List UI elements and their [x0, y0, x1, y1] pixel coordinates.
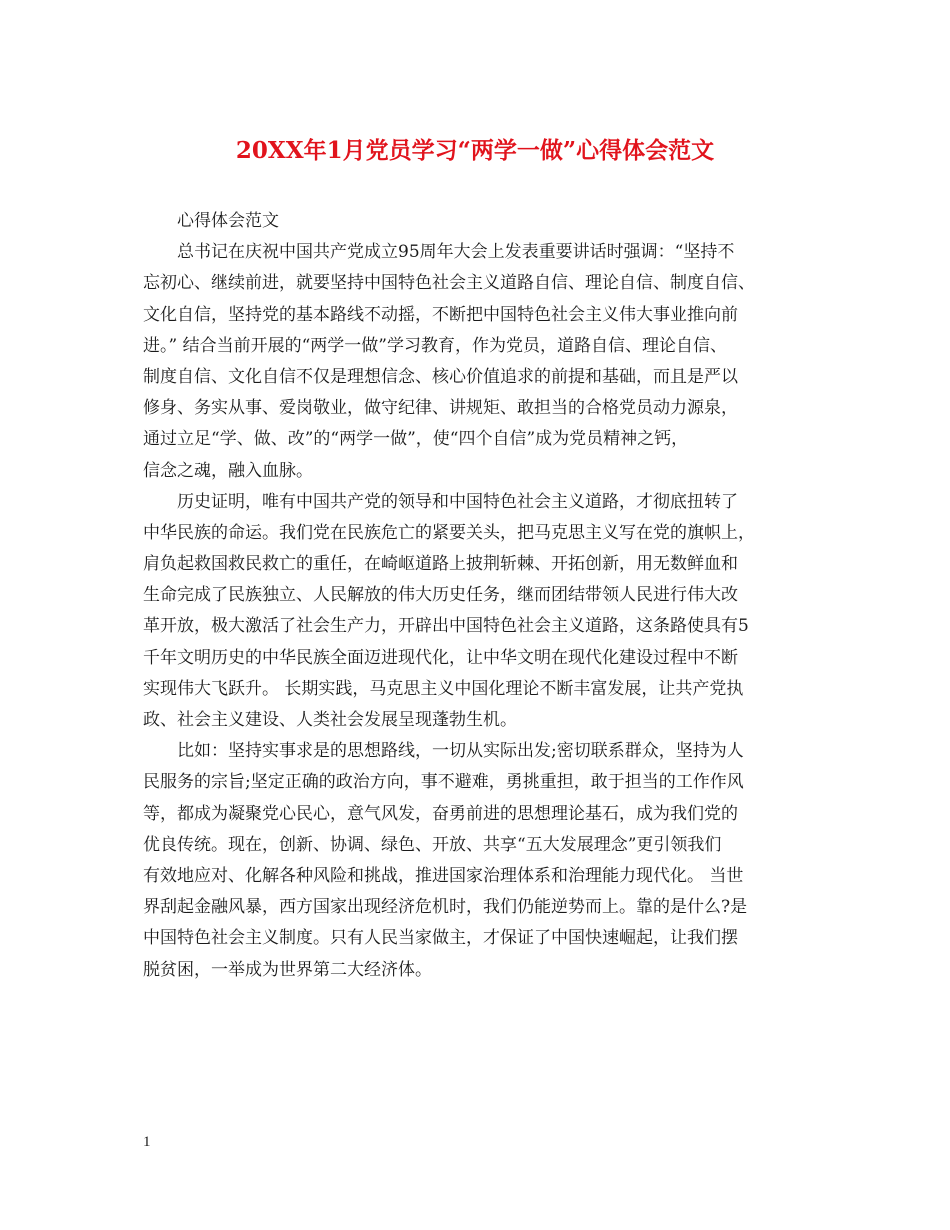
paragraph-line: 比如：坚持实事求是的思想路线，一切从实际出发;密切联系群众，坚持为人: [177, 741, 744, 762]
document-subtitle: 心得体会范文: [177, 211, 279, 231]
paragraph-line: 政、社会主义建设、人类社会发展呈现蓬勃生机。: [143, 710, 517, 730]
page-number: 1: [143, 1134, 151, 1150]
paragraph-line: 优良传统。现在，创新、协调、绿色、开放、共享“五大发展理念”更引领我们: [143, 834, 722, 855]
paragraph-line: 民服务的宗旨;坚定正确的政治方向，事不避难，勇挑重担，敢于担当的工作作风: [143, 772, 744, 793]
paragraph: [143, 487, 813, 737]
paragraph-line: 革开放，极大激活了社会生产力，开辟出中国特色社会主义道路，这条路使具有5: [143, 616, 749, 637]
paragraph-line: 实现伟大飞跃升。 长期实践，马克思主义中国化理论不断丰富发展，让共产党执: [143, 678, 744, 699]
paragraph-line: 通过立足“学、做、改”的“两学一做”，使“四个自信”成为党员精神之钙，: [143, 429, 689, 450]
paragraph-line: 忘初心、继续前进，就要坚持中国特色社会主义道路自信、理论自信、制度自信、: [143, 273, 755, 294]
paragraph-line: 修身、务实从事、爱岗敬业，做守纪律、讲规矩、敢担当的合格党员动力源泉，: [143, 398, 738, 419]
paragraph-line: 千年文明历史的中华民族全面迈进现代化，让中华文明在现代化建设过程中不断: [143, 647, 738, 668]
paragraph-line: 生命完成了民族独立、人民解放的伟大历史任务，继而团结带领人民进行伟大改: [143, 585, 738, 606]
paragraph-line: 界刮起金融风暴，西方国家出现经济危机时，我们仍能逆势而上。靠的是什么?是: [143, 897, 748, 918]
paragraph-line: 肩负起救国救民救亡的重任，在崎岖道路上披荆斩棘、开拓创新，用无数鲜血和: [143, 554, 738, 575]
paragraph-line: 中华民族的命运。我们党在民族危亡的紧要关头，把马克思主义写在党的旗帜上，: [143, 522, 755, 543]
document-body: [143, 206, 813, 986]
paragraph-line: 文化自信，坚持党的基本路线不动摇，不断把中国特色社会主义伟大事业推向前: [143, 304, 738, 325]
paragraph-line: 有效地应对、化解各种风险和挑战，推进国家治理体系和治理能力现代化。 当世: [143, 865, 744, 886]
paragraph-line: 历史证明，唯有中国共产党的领导和中国特色社会主义道路，才彻底扭转了: [177, 491, 738, 512]
paragraph-line: 制度自信、文化自信不仅是理想信念、核心价值追求的前提和基础，而且是严以: [143, 366, 738, 387]
paragraph: [143, 237, 813, 487]
paragraph-line: 等，都成为凝聚党心民心，意气风发，奋勇前进的思想理论基石，成为我们党的: [143, 803, 738, 824]
paragraph-line: 进。” 结合当前开展的“两学一做”学习教育，作为党员，道路自信、理论自信、: [143, 335, 727, 356]
paragraph-line: 总书记在庆祝中国共产党成立95周年大会上发表重要讲话时强调：“坚持不: [177, 242, 735, 263]
paragraph-line: 脱贫困，一举成为世界第二大经济体。: [143, 959, 432, 980]
paragraph-line: 信念之魂，融入血脉。: [143, 460, 313, 481]
document-title: 20XX年1月党员学习“两学一做”心得体会范文: [235, 137, 715, 164]
paragraph-line: 中国特色社会主义制度。只有人民当家做主，才保证了中国快速崛起，让我们摆: [143, 928, 738, 949]
paragraph: [143, 736, 813, 986]
